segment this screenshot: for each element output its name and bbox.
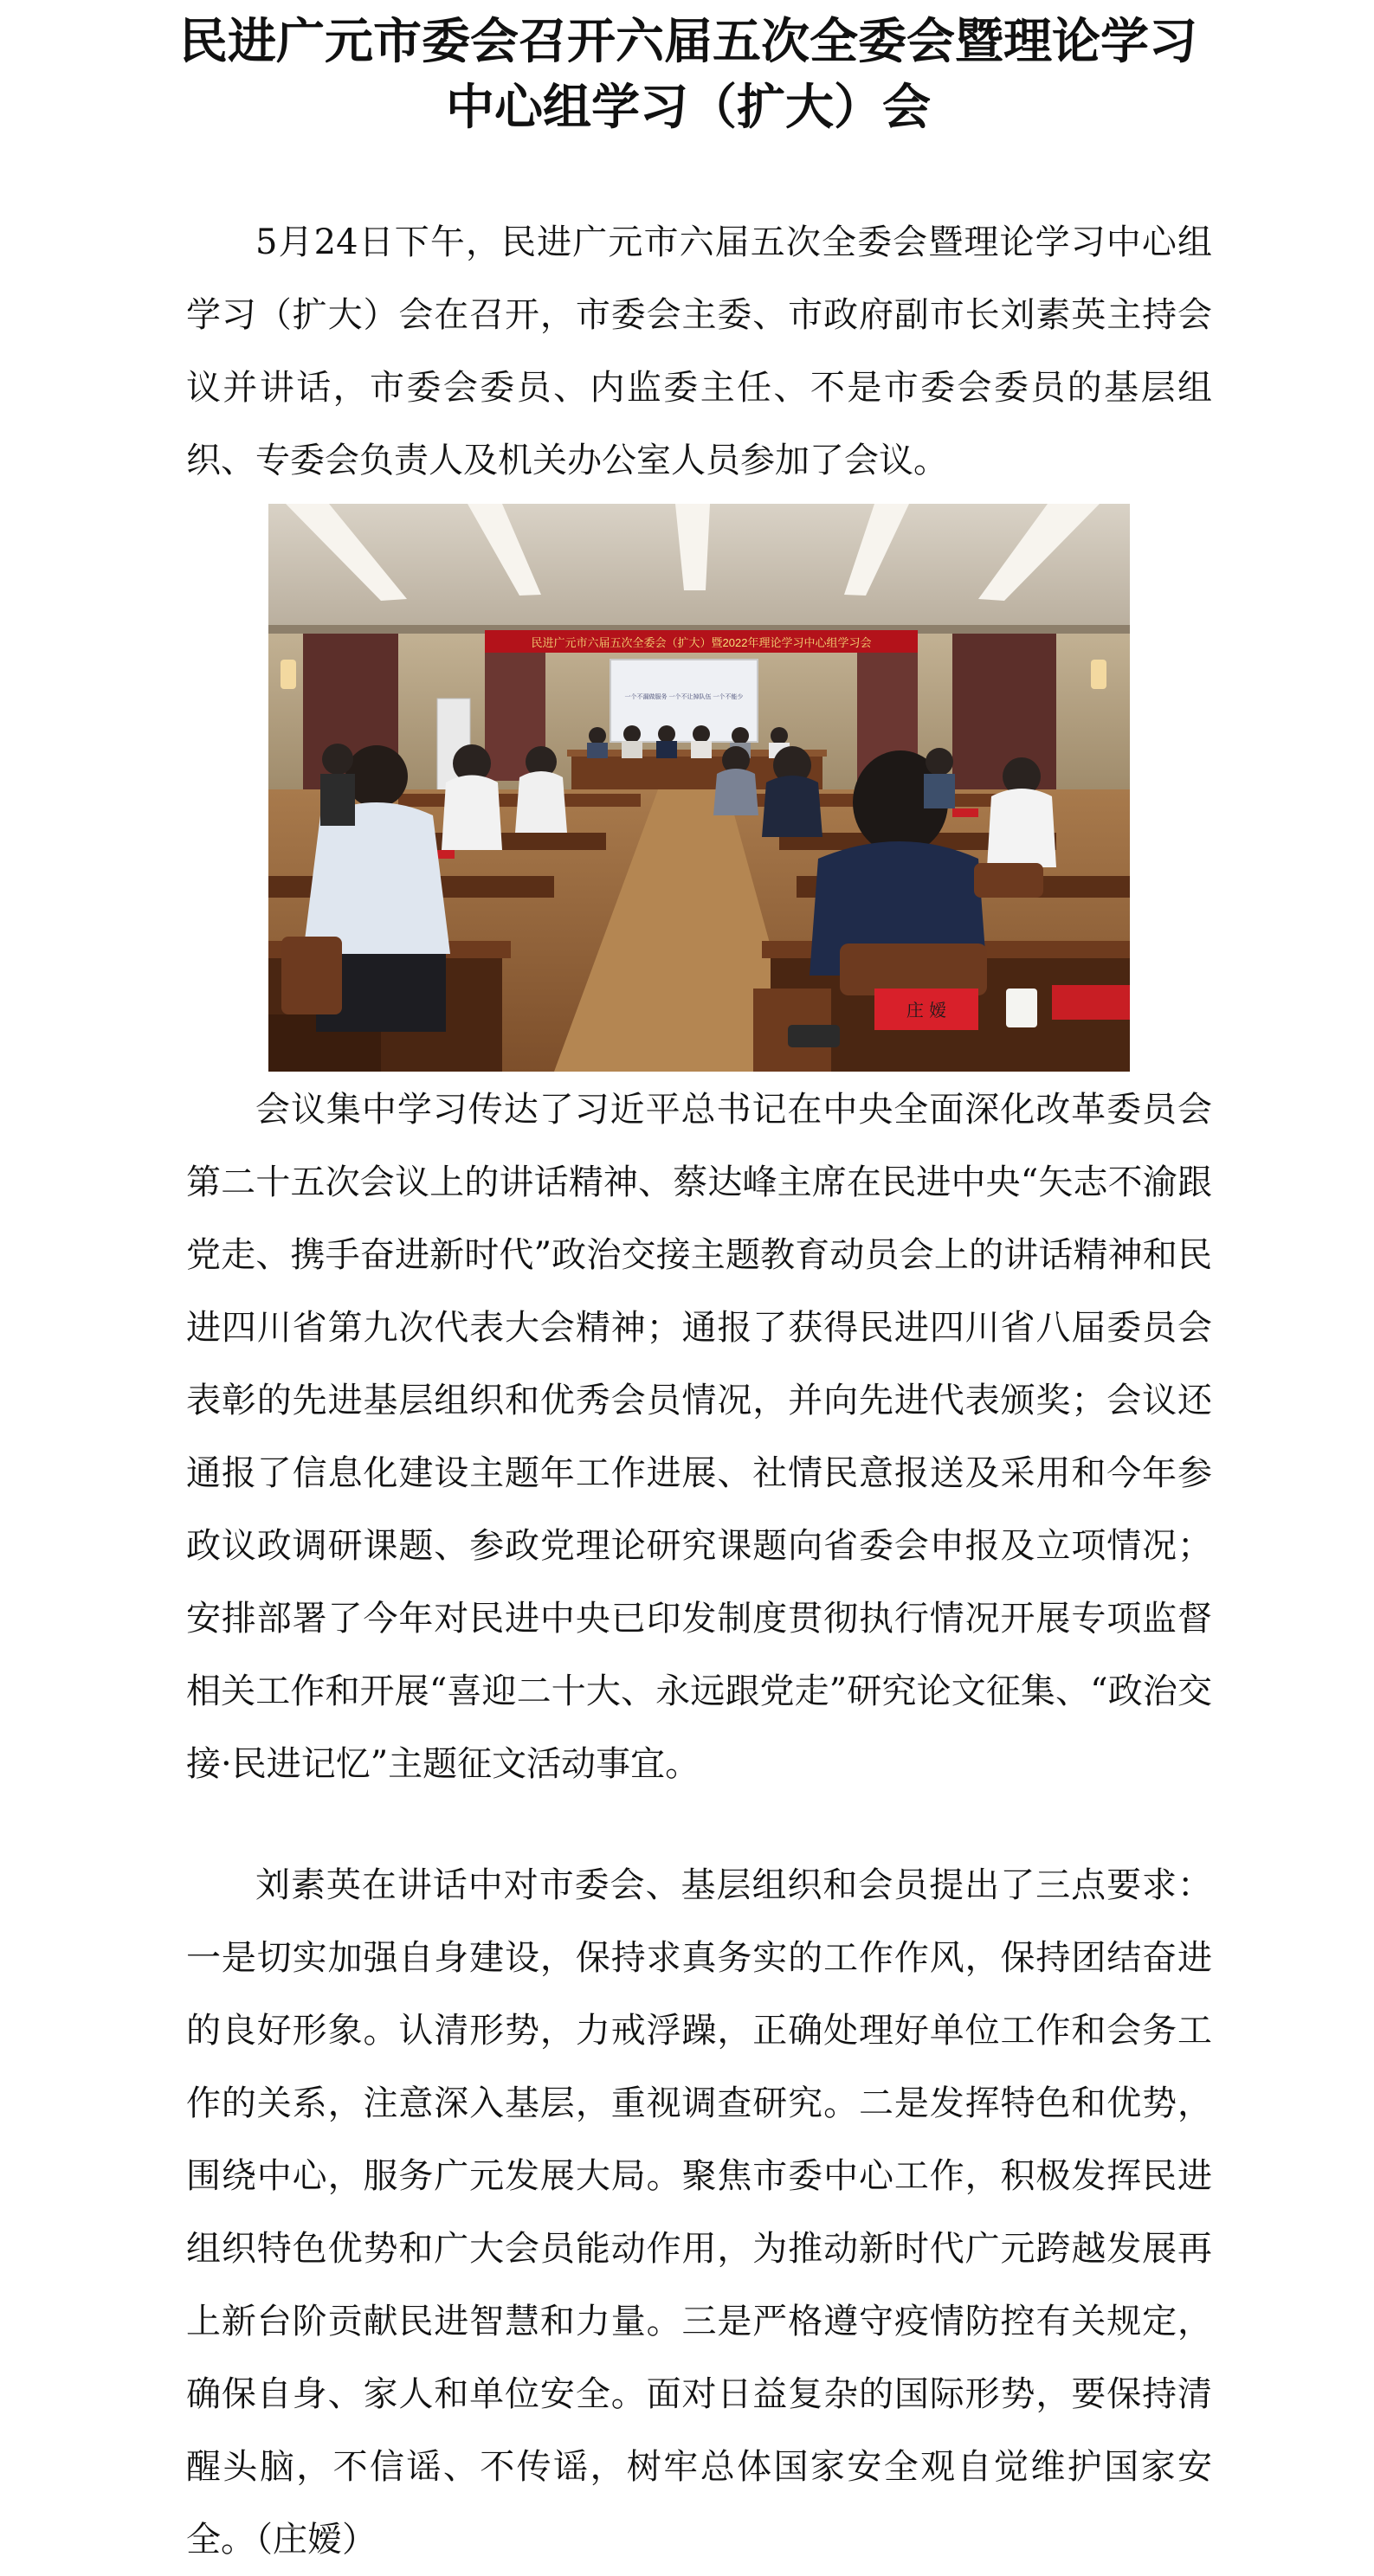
chair bbox=[281, 937, 342, 1014]
article-title: 民进广元市委会召开六届五次全委会暨理论学习中心组学习（扩大）会 bbox=[179, 13, 1197, 136]
wall-lamp bbox=[281, 660, 296, 689]
article-paragraph-1 bbox=[186, 206, 1212, 497]
nameplate-text: 庄 嫒 bbox=[906, 1000, 947, 1021]
paragraph-text: 刘素英在讲话中对市委会、基层组织和会员提出了三点要求：一是切实加强自身建设，保持求真务实的工作作风，保持团结奋进的良好形象。认清形势，力戒浮躁，正确处理好单位工作和会务工作的关系，注意深入基层，重视调查研究。二是发挥特色和优势，围绕中心，服务广元发展大局。聚焦市委中心工作，积极发挥民进组织特色优势和广大会员能动作用，为推动新时代广元跨越发展再上新台阶贡献民进智慧和力量。三是严格遵守疫情防控有关规定，确保自身、家人和单位安全。面对日益复杂的国际形势，要保持清醒头脑，不信谣、不传谣，树牢总体国家安全观自觉维护国家安全。（庄嫒） bbox=[186, 1865, 1212, 2560]
screen-text: 一个不漏做服务 一个不让掉队伍 一个不能少 bbox=[624, 694, 744, 700]
banner-text: 民进广元市六届五次全委会（扩大）暨2022年理论学习中心组学习会 bbox=[531, 636, 872, 649]
paragraph-text: 会议集中学习传达了习近平总书记在中央全面深化改革委员会第二十五次会议上的讲话精神、蔡达峰主席在民进中央“矢志不渝跟党走、携手奋进新时代”政治交接主题教育动员会上的讲话精神和民进四川省第九次代表大会精神；通报了获得民进四川省八届委员会表彰的先进基层组织和优秀会员情况，并向先进代表颁奖；会议还通报了信息化建设主题年工作进展、社情民意报送及采用和今年参政议政调研课题、参政党理论研究课题向省委会申报及立项情况；安排部署了今年对民进中央已印发制度贯彻执行情况开展专项监督相关工作和开展“喜迎二十大、永远跟党走”研究论文征集、“政治交接·民进记忆”主题征文活动事宜。 bbox=[186, 1090, 1212, 1784]
paper-cup bbox=[1006, 989, 1037, 1027]
article-paragraph-2 bbox=[186, 1073, 1212, 1800]
wall-lamp bbox=[1091, 660, 1106, 689]
phone bbox=[788, 1025, 840, 1047]
paragraph-text: 5月24日下午，民进广元市六届五次全委会暨理论学习中心组学习（扩大）会在召开，市委会主委、市政府副市长刘素英主持会议并讲话，市委会委员、内监委主任、不是市委会委员的基层组织、专委会负责人及机关办公室人员参加了会议。 bbox=[186, 222, 1212, 480]
article-paragraph-3 bbox=[186, 1849, 1212, 2576]
meeting-photo bbox=[268, 504, 1130, 1072]
chair bbox=[840, 943, 987, 995]
meeting-photo-illustration bbox=[268, 504, 1130, 1072]
chair bbox=[974, 863, 1043, 898]
